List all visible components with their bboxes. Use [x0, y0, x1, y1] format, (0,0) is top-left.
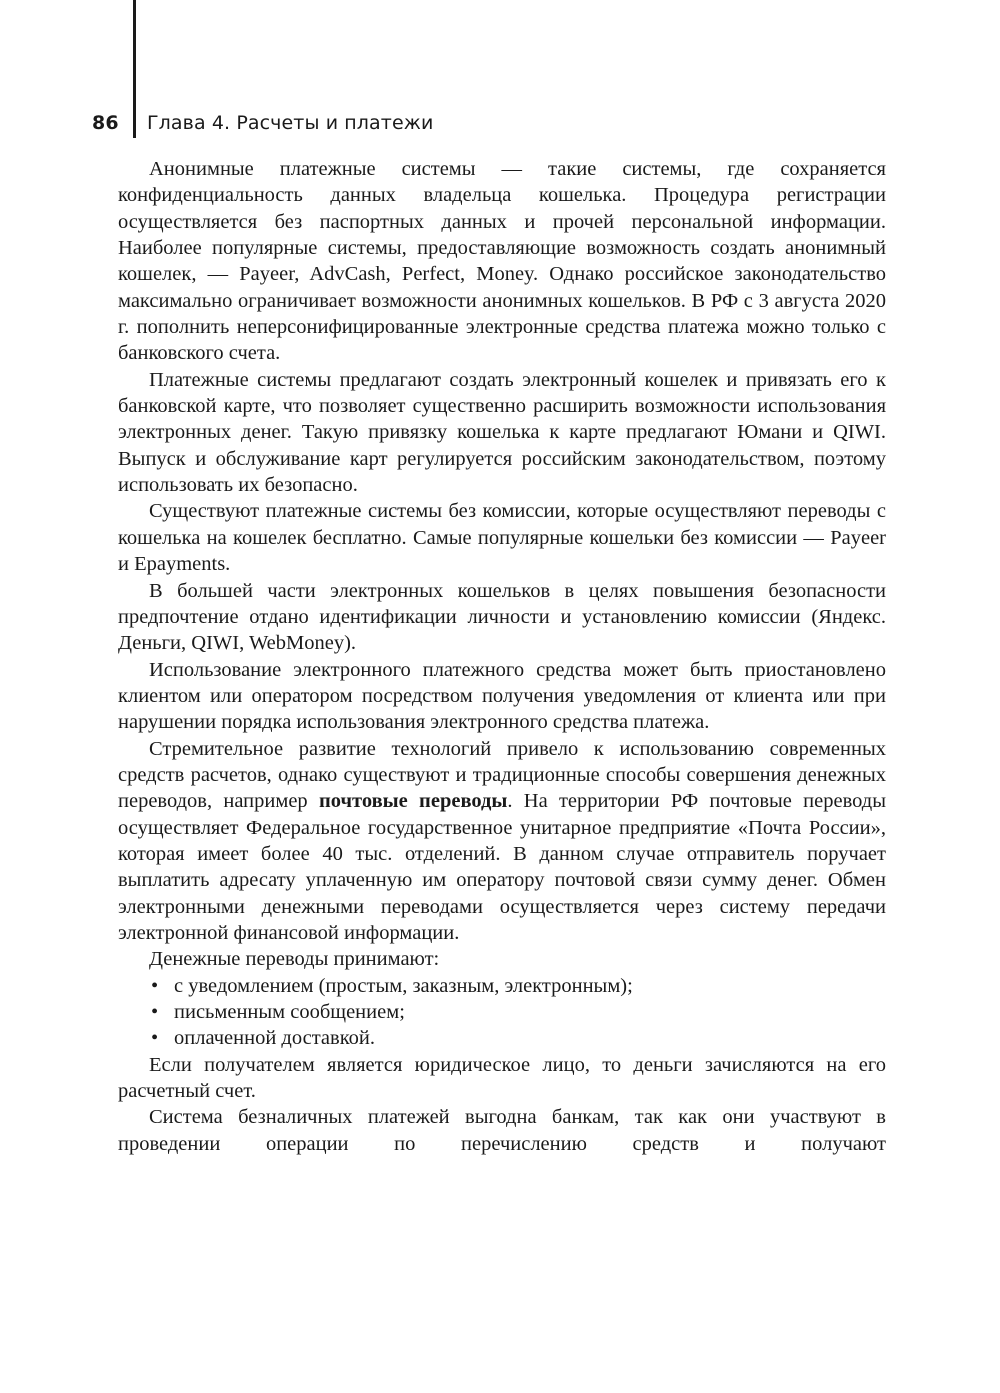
paragraph-cashless-benefits: Система безналичных платежей выгодна банкам, так как они участвуют в проведении операции по перечислению средств и получают	[118, 1106, 886, 1155]
list-intro: Денежные переводы принимают:	[149, 948, 440, 971]
bullet-icon: •	[151, 974, 159, 997]
list-item	[118, 999, 886, 1025]
chapter-title: Глава 4. Расчеты и платежи	[147, 112, 434, 134]
list-item-text: оплаченной доставкой.	[174, 1027, 375, 1050]
paragraph-suspension: Использование электронного платежного средства может быть приостановлено клиентом или оператором посредством получения уведомления от клиента или при нарушении порядка использования электронного средства платежа.	[118, 658, 886, 734]
postal-term-bold: почтовые переводы	[318, 790, 508, 813]
bullet-icon: •	[151, 1001, 159, 1023]
running-header	[92, 112, 433, 142]
list-item-text: с уведомлением (простым, заказным, электронным);	[174, 974, 633, 997]
postal-text-after: . На территории РФ почтовые переводы осуществляет Федеральное государственное унитарное предприятие «Почта России», которая имеет более 40 тыс. отделений. В данном случае отправитель поручает выплатить адресату уплаченную им оператору почтовой связи сумму денег. Обмен электронными денежными переводами осуществляется через систему передачи электронной финансовой информации.	[118, 790, 886, 944]
body-text	[118, 156, 886, 1157]
bullet-icon: •	[151, 1027, 159, 1050]
paragraph-postal-transfers	[118, 736, 886, 947]
list-item-text: письменным сообщением;	[174, 1001, 405, 1023]
paragraph-security: В большей части электронных кошельков в целях повышения безопасности предпочтение отдано идентификации личности и установлению комиссии (Яндекс. Деньги, QIWI, WebMoney).	[118, 579, 886, 655]
paragraph-wallet-card-binding: Платежные системы предлагают создать электронный кошелек и привязать его к банковской карте, что позволяет существенно расширить возможности использования электронных денег. Такую привязку кошелька к карте предлагают Юмани и QIWI. Выпуск и обслуживание карт регулируется российским законодательством, поэтому использовать их безопасно.	[118, 368, 886, 497]
list-item	[118, 1025, 886, 1051]
paragraph-anonymous-systems: Анонимные платежные системы — такие системы, где сохраняется конфиденциальность данных владельца кошелька. Процедура регистрации осуществляется без паспортных данных и прочей персональной информации. Наиболее популярные системы, предоставляющие возможность создать анонимный кошелек, — Payeer, AdvCash, Perfect, Money. Однако российское законодательство максимально ограничивает возможности анонимных кошельков. В РФ с 3 августа 2020 г. пополнить неперсонифицированные электронные средства платежа можно только с банковского счета.	[118, 158, 886, 365]
page-number: 86	[92, 112, 119, 134]
list-item	[118, 973, 886, 999]
postal-text-before: Стремительное развитие технологий привело к использованию современных средств расчетов, однако существуют и традиционные способы совершения денежных переводов, например	[118, 737, 886, 813]
paragraph-legal-entity: Если получателем является юридическое лицо, то деньги зачисляются на его расчетный счет.	[118, 1053, 886, 1103]
paragraph-no-commission: Существуют платежные системы без комиссии, которые осуществляют переводы с кошелька на кошелек бесплатно. Самые популярные кошельки без комиссии — Payeer и Epayments.	[118, 500, 886, 576]
transfer-types-list	[118, 973, 886, 1052]
